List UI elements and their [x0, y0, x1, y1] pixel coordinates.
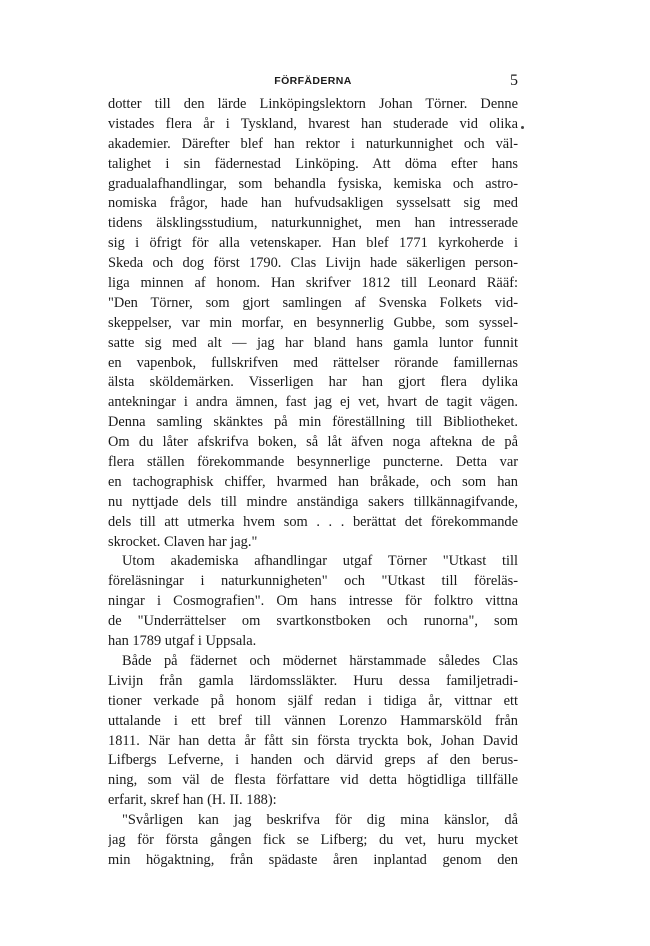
- text-line: "Den Törner, som gjort samlingen af Svenska Folkets vid-: [108, 294, 518, 311]
- text-line: min högaktning, från spädaste åren inplantad genom den: [108, 851, 518, 868]
- text-line: en tachographisk chiffer, hvarmed han bråkade, och som han: [108, 473, 518, 490]
- text-line: Både på fädernet och mödernet härstammade således Clas: [122, 652, 518, 669]
- text-line: antekningar i andra ämnen, fast jag ej vet, hvart de tagit vägen.: [108, 394, 518, 411]
- text-line: Om du låter afskrifva boken, så låt äfven noga aftekna de på: [108, 434, 518, 451]
- body-text: [108, 95, 518, 871]
- text-line: liga minnen af honom. Han skrifver 1812 till Leonard Rääf:: [108, 275, 518, 292]
- text-line: ningar i Cosmografien". Om hans intresse för folktro vittna: [108, 593, 518, 610]
- running-head: [108, 72, 518, 90]
- text-line: "Svårligen kan jag beskrifva för dig mina känslor, då: [122, 812, 518, 829]
- text-line: ning, som väl de flesta författare vid detta högtidliga tillfälle: [108, 772, 518, 789]
- text-line: jag för första gången fick se Lifberg; du vet, huru mycket: [108, 831, 518, 848]
- text-line: erfarit, skref han (H. II. 188):: [108, 792, 277, 809]
- text-line: Lifbergs Lefverne, i handen och därvid greps af den berus-: [108, 752, 518, 769]
- text-line: sig i öfrigt för alla vetenskaper. Han blef 1771 kyrkoherde i: [108, 235, 518, 252]
- text-line: Denna samling skänktes på min föreställning till Bibliotheket.: [108, 414, 518, 431]
- text-line: nomiska frågor, hade han hufvudsakligen sysselsatt sig med: [108, 195, 518, 212]
- text-line: dels till att utmerka hvem som . . . berättat det förekommande: [108, 513, 518, 530]
- text-line: 1811. När han detta år fått sin första tryckta bok, Johan David: [108, 732, 518, 749]
- text-line: skeppelser, var min morfar, en besynnerlig Gubbe, som syssel-: [108, 314, 518, 331]
- text-line: Livijn från gamla lärdomssläkter. Huru dessa familjetradi-: [108, 672, 518, 689]
- running-title: FÖRFÄDERNA: [274, 75, 352, 87]
- text-line: Skeda och dog först 1790. Clas Livijn hade säkerligen person-: [108, 255, 518, 272]
- text-line: Utom akademiska afhandlingar utgaf Törner "Utkast till: [122, 553, 518, 570]
- text-line: uttalande i ett bref till vännen Lorenzo Hammarsköld från: [108, 712, 518, 729]
- text-line: de "Underrättelser om svartkonstboken och runorna", som: [108, 613, 518, 630]
- text-line: föreläsningar i naturkunnigheten" och "Utkast till föreläs-: [108, 573, 518, 590]
- text-line: en vapenbok, fullskrifven med rättelser rörande famillernas: [108, 354, 518, 371]
- margin-speck: [521, 126, 524, 129]
- text-line: vistades flera år i Tyskland, hvarest han studerade vid olika: [108, 115, 518, 132]
- text-line: satte sig med alt — jag har bland hans gamla luntor funnit: [108, 334, 518, 351]
- text-line: talighet i sin fädernestad Linköping. Att döma efter hans: [108, 155, 518, 172]
- text-line: akademier. Därefter blef han rektor i naturkunnighet och väl-: [108, 135, 518, 152]
- text-line: tidens älsklingsstudium, naturkunnighet, men han intresserade: [108, 215, 518, 232]
- text-line: nu nyttjade dels till mindre anständiga sakers tillkännagifvande,: [108, 493, 518, 510]
- page-number: 5: [510, 72, 518, 89]
- text-line: älsta sköldemärken. Visserligen har han gjort flera dylika: [108, 374, 518, 391]
- text-line: flera ställen förekommande besynnerlige puncterne. Detta var: [108, 454, 518, 471]
- text-line: gradualafhandlingar, som behandla fysiska, kemiska och astro-: [108, 175, 518, 192]
- text-line: dotter till den lärde Linköpingslektorn Johan Törner. Denne: [108, 96, 518, 112]
- text-line: skrocket. Claven har jag.": [108, 533, 258, 550]
- text-line: han 1789 utgaf i Uppsala.: [108, 633, 257, 650]
- text-line: tioner verkade på honom själf redan i tidiga år, vittnar ett: [108, 692, 518, 709]
